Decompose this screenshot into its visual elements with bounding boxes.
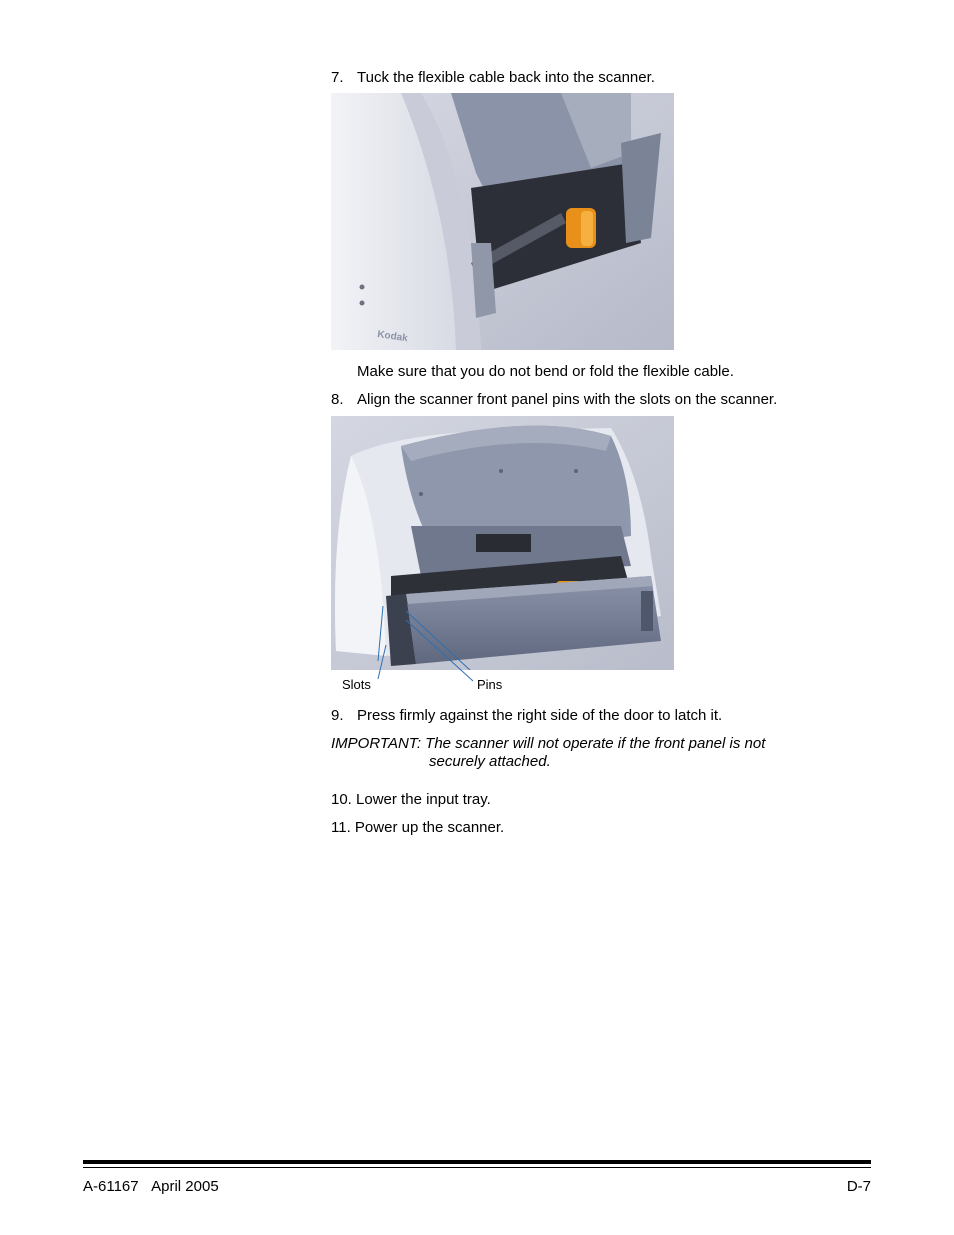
important-label: IMPORTANT: (331, 735, 421, 752)
step-number: 7. (331, 69, 344, 86)
footer-rule-thick (83, 1160, 871, 1164)
step-text: Tuck the flexible cable back into the scanner. (357, 69, 655, 86)
step-text: Lower the input tray. (356, 791, 491, 808)
footer-date: April 2005 (151, 1178, 219, 1195)
important-line-2: securely attached. (429, 753, 551, 770)
callout-pins: Pins (477, 677, 503, 692)
step-11 (331, 819, 504, 836)
step-8 (331, 391, 777, 408)
step-7 (331, 69, 655, 86)
scanner-cable-photo (331, 93, 674, 350)
step-number: 10. (331, 791, 352, 808)
footer-doc-info (83, 1178, 219, 1195)
step-number: 9. (331, 707, 344, 724)
step-text: Align the scanner front panel pins with the slots on the scanner. (357, 391, 778, 408)
important-line-1: The scanner will not operate if the front panel is not (425, 735, 766, 752)
step-text: Press firmly against the right side of the door to latch it. (357, 707, 723, 724)
footer-doc-id: A-61167 (83, 1178, 139, 1195)
kodak-logo: Kodak (376, 329, 409, 345)
step-text: Power up the scanner. (354, 819, 505, 836)
step-number: 8. (331, 391, 344, 408)
callout-slots: Slots (342, 677, 371, 692)
important-note (331, 735, 801, 771)
step-10 (331, 791, 491, 808)
footer-page-number: D-7 (846, 1178, 871, 1195)
step-9 (331, 707, 722, 724)
callout-leader-lines (331, 615, 531, 695)
footer-rule-thin (83, 1167, 871, 1168)
step-7-note: Make sure that you do not bend or fold the flexible cable. (357, 363, 734, 380)
step-number: 11. (331, 819, 351, 836)
